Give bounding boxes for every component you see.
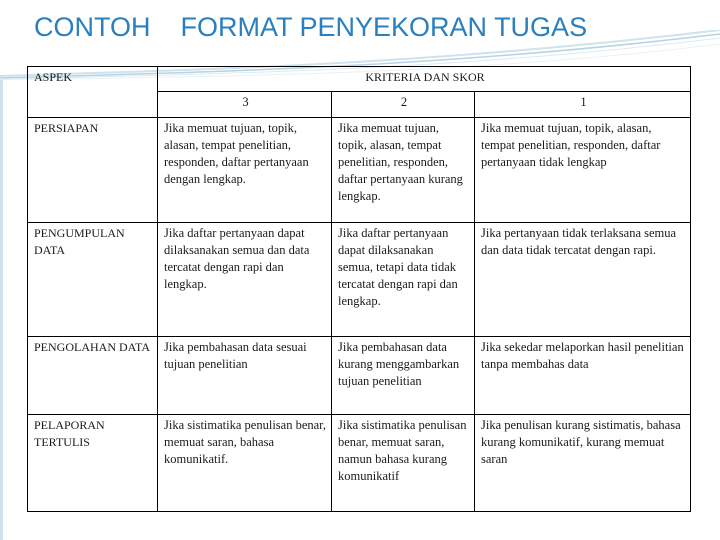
slide-title: CONTOH FORMAT PENYEKORAN TUGAS: [34, 12, 588, 42]
table-row: [28, 337, 691, 415]
aspek-persiapan: PERSIAPAN: [28, 118, 158, 223]
criteria-cell-score-1: Jika sekedar melaporkan hasil penelitian tanpa membahas data: [475, 337, 691, 415]
criteria-cell-score-2: Jika daftar pertanyaan dapat dilaksanakan semua, tetapi data tidak tercatat dengan rapi dan lengkap.: [332, 223, 475, 337]
criteria-cell-score-2: Jika memuat tujuan, topik, alasan, tempat penelitian, responden, daftar pertanyaan kurang lengkap.: [332, 118, 475, 223]
aspek-pengumpulan-data: PENGUMPULAN DATA: [28, 223, 158, 337]
header-row: [28, 67, 691, 92]
criteria-cell-score-1: Jika pertanyaan tidak terlaksana semua dan data tidak tercatat dengan rapi.: [475, 223, 691, 337]
aspek-pengolahan-data: PENGOLAHAN DATA: [28, 337, 158, 415]
decorative-left-border: [0, 80, 8, 540]
criteria-cell-score-1: Jika penulisan kurang sistimatis, bahasa kurang komunikatif, kurang memuat saran: [475, 415, 691, 512]
scoring-table: [27, 66, 691, 512]
table-row: [28, 118, 691, 223]
criteria-cell-score-2: Jika pembahasan data kurang menggambarkan tujuan penelitian: [332, 337, 475, 415]
kriteria-header: KRITERIA DAN SKOR: [158, 67, 691, 92]
score-header-1: 1: [475, 92, 691, 118]
criteria-cell-score-3: Jika pembahasan data sesuai tujuan penelitian: [158, 337, 332, 415]
score-header-2: 2: [332, 92, 475, 118]
table-row: [28, 223, 691, 337]
criteria-cell-score-3: Jika sistimatika penulisan benar, memuat saran, bahasa komunikatif.: [158, 415, 332, 512]
aspek-pelaporan-tertulis: PELAPORAN TERTULIS: [28, 415, 158, 512]
score-header-3: 3: [158, 92, 332, 118]
table-row: [28, 415, 691, 512]
criteria-cell-score-1: Jika memuat tujuan, topik, alasan, tempat penelitian, responden, daftar pertanyaan tidak lengkap: [475, 118, 691, 223]
criteria-cell-score-3: Jika memuat tujuan, topik, alasan, tempat penelitian, responden, daftar pertanyaan dengan lengkap.: [158, 118, 332, 223]
aspek-header: ASPEK: [28, 67, 158, 118]
criteria-cell-score-3: Jika daftar pertanyaan dapat dilaksanakan semua dan data tercatat dengan rapi dan lengkap.: [158, 223, 332, 337]
criteria-cell-score-2: Jika sistimatika penulisan benar, memuat saran, namun bahasa kurang komunikatif: [332, 415, 475, 512]
